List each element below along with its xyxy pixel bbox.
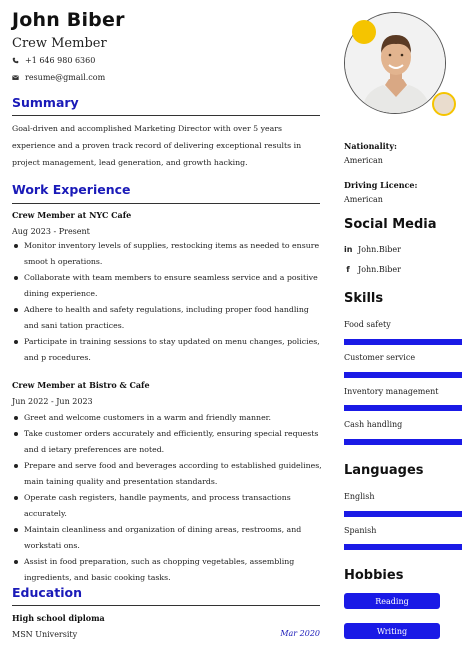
skill-label: Cash handling — [344, 420, 403, 429]
linkedin-icon: in — [344, 245, 353, 254]
skill-label: Inventory management — [344, 387, 439, 396]
skill-label: Customer service — [344, 353, 416, 362]
decorative-circle — [352, 20, 376, 44]
work-heading: Work Experience — [12, 182, 131, 197]
job-title: Crew Member at Bistro & Cafe — [12, 380, 150, 390]
social-handle: John.Biber — [358, 245, 401, 254]
skill-label: Food safety — [344, 320, 391, 329]
bullet-item: Operate cash registers, handle payments, and process transactions accurately. — [12, 490, 322, 522]
bullet-item: Maintain cleanliness and organization of dining areas, restrooms, and workstati ons. — [12, 522, 322, 554]
bullet-item: Collaborate with team members to ensure seamless service and a positive dining experience. — [12, 270, 322, 302]
phone-icon — [12, 57, 19, 64]
facebook-icon: f — [346, 265, 350, 274]
education-heading: Education — [12, 585, 82, 600]
hobbies-heading: Hobbies — [344, 568, 404, 583]
licence-label: Driving Licence: — [344, 180, 418, 190]
bullet-item: Greet and welcome customers in a warm and friendly manner. — [12, 410, 322, 426]
bullet-item: Assist in food preparation, such as chopping vegetables, assembling ingredients, and basic cooking tasks. — [12, 554, 322, 586]
skills-heading: Skills — [344, 291, 384, 306]
school-name: MSN University — [12, 630, 78, 639]
language-bar — [344, 544, 462, 550]
email-line — [12, 73, 105, 82]
degree-title: High school diploma — [12, 613, 105, 623]
job-date: Jun 2022 - Jun 2023 — [12, 397, 93, 406]
licence-value: American — [344, 195, 383, 204]
bullet-item: Take customer orders accurately and efficiently, ensuring special requests and d ietary preferences are noted. — [12, 426, 322, 458]
phone-number: +1 646 980 6360 — [25, 56, 96, 65]
language-bar — [344, 511, 462, 517]
skill-bar — [344, 405, 462, 411]
skill-bar — [344, 339, 462, 345]
education-date: Mar 2020 — [280, 629, 320, 638]
education-divider — [12, 605, 320, 606]
candidate-role: Crew Member — [12, 36, 107, 51]
job-bullets — [12, 238, 322, 366]
nationality-label: Nationality: — [344, 141, 397, 151]
bullet-item: Prepare and serve food and beverages according to established guidelines, main taining quality and presentation standards. — [12, 458, 322, 490]
social-handle: John.Biber — [358, 265, 401, 274]
social-link-linkedin[interactable] — [344, 245, 401, 254]
summary-divider — [12, 115, 320, 116]
hobby-tag: Reading — [344, 593, 440, 609]
decorative-circle — [432, 92, 456, 116]
bullet-item: Adhere to health and safety regulations, including proper food handling and sani tation practices. — [12, 302, 322, 334]
language-label: English — [344, 492, 375, 501]
social-heading: Social Media — [344, 217, 437, 232]
phone-line — [12, 56, 95, 65]
email-icon — [12, 74, 19, 81]
job-date: Aug 2023 - Present — [12, 227, 90, 236]
bullet-item: Monitor inventory levels of supplies, restocking items as needed to ensure smoot h operations. — [12, 238, 322, 270]
job-title: Crew Member at NYC Cafe — [12, 210, 132, 220]
work-divider — [12, 203, 320, 204]
hobby-tag: Writing — [344, 623, 440, 639]
job-bullets — [12, 410, 322, 586]
summary-text: Goal-driven and accomplished Marketing Director with over 5 years experience and a proven track record of delivering exceptional results in project management, lead generation, and growth hacking. — [12, 124, 302, 167]
email-address[interactable]: resume@gmail.com — [25, 73, 106, 82]
bullet-item: Participate in training sessions to stay updated on menu changes, policies, and p rocedures. — [12, 334, 322, 366]
language-label: Spanish — [344, 526, 377, 535]
languages-heading: Languages — [344, 463, 424, 478]
skill-bar — [344, 439, 462, 445]
social-link-facebook[interactable] — [344, 265, 401, 274]
summary-heading: Summary — [12, 95, 79, 110]
candidate-name: John Biber — [12, 9, 125, 31]
nationality-value: American — [344, 156, 383, 165]
skill-bar — [344, 372, 462, 378]
